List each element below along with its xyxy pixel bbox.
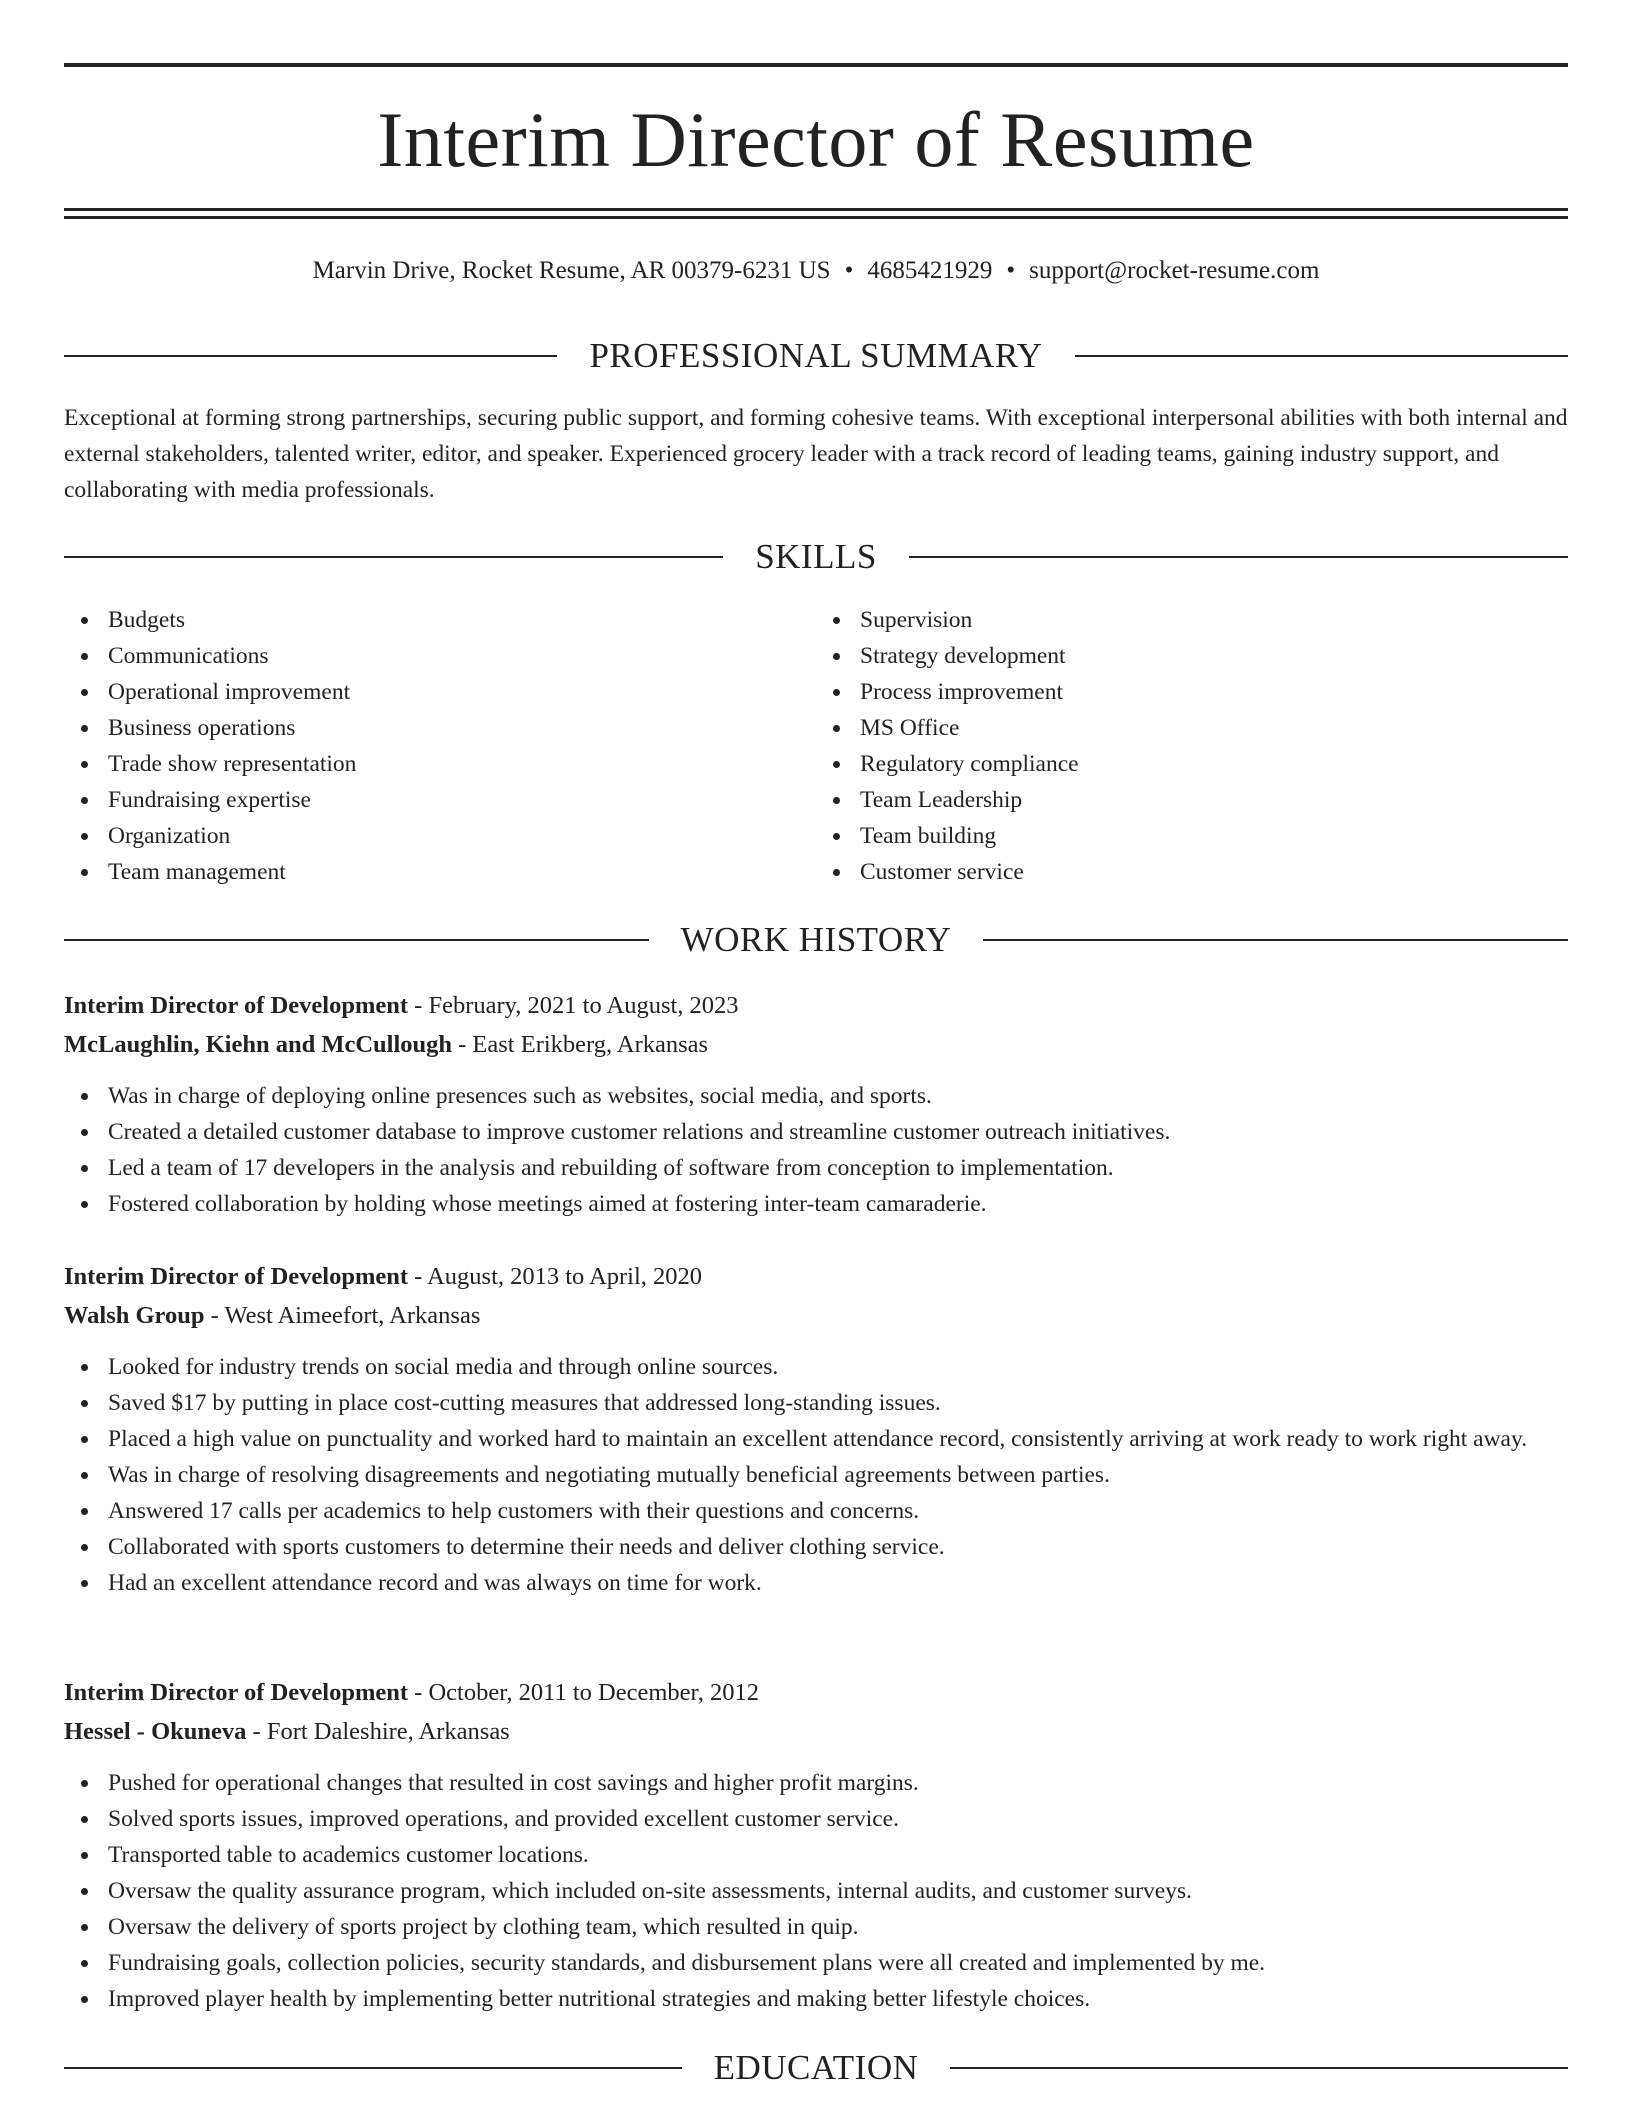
skill-item: Business operations [64,710,816,746]
job-entry [64,1673,1568,2017]
section-title: SKILLS [755,537,877,576]
skill-item: Communications [64,638,816,674]
section-title: PROFESSIONAL SUMMARY [589,336,1043,375]
job-company: Walsh Group [64,1302,205,1329]
job-duty: Collaborated with sports customers to determine their needs and deliver clothing service. [64,1529,1568,1565]
job-location: - Fort Daleshire, Arkansas [246,1718,510,1745]
job-title: Interim Director of Development [64,1263,409,1290]
header-rule-upper [64,208,1568,211]
contact-address: Marvin Drive, Rocket Resume, AR 00379-6231 US [312,257,831,284]
job-dates: - October, 2011 to December, 2012 [408,1679,759,1706]
job-duties [64,1349,1568,1601]
contact-phone: 4685421929 [867,257,993,284]
skill-item: Process improvement [816,674,1568,710]
job-duty: Answered 17 calls per academics to help customers with their questions and concerns. [64,1493,1568,1529]
skill-item: Trade show representation [64,746,816,782]
job-duty: Created a detailed customer database to improve customer relations and streamline customer outreach initiatives. [64,1114,1568,1150]
skill-item: Customer service [816,854,1568,890]
skill-item: Operational improvement [64,674,816,710]
skills-column-right [816,602,1568,890]
job-duty: Oversaw the quality assurance program, which included on-site assessments, internal audits, and customer surveys. [64,1873,1568,1909]
job-duty: Had an excellent attendance record and was always on time for work. [64,1565,1568,1601]
section-heading-work-history [64,918,1568,962]
heading-rule [64,355,557,357]
section-heading-skills [64,535,1568,579]
heading-rule [64,2067,682,2069]
skills-column-left [64,602,816,890]
job-location: - East Erikberg, Arkansas [452,1031,709,1058]
job-duty: Led a team of 17 developers in the analysis and rebuilding of software from conception to implementation. [64,1150,1568,1186]
job-company: McLaughlin, Kiehn and McCullough [64,1031,453,1058]
skill-item: Fundraising expertise [64,782,816,818]
skill-item: MS Office [816,710,1568,746]
skill-item: Team building [816,818,1568,854]
skill-item: Team management [64,854,816,890]
heading-rule [909,556,1568,558]
heading-rule [64,556,723,558]
job-duties [64,1765,1568,2017]
skill-item: Regulatory compliance [816,746,1568,782]
job-company-line [64,1296,1568,1335]
job-duty: Looked for industry trends on social media and through online sources. [64,1349,1568,1385]
job-dates: - August, 2013 to April, 2020 [408,1263,703,1290]
heading-rule [64,939,649,941]
section-heading-summary [64,334,1568,378]
section-title: EDUCATION [713,2048,919,2087]
job-entry [64,1257,1568,1601]
job-title: Interim Director of Development [64,1679,409,1706]
job-duty: Was in charge of resolving disagreements and negotiating mutually beneficial agreements between parties. [64,1457,1568,1493]
job-entry [64,986,1568,1222]
contact-separator: • [844,257,854,284]
job-title-line [64,1257,1568,1296]
job-duty: Was in charge of deploying online presences such as websites, social media, and sports. [64,1078,1568,1114]
job-duty: Placed a high value on punctuality and worked hard to maintain an excellent attendance record, consistently arriving at work ready to work right away. [64,1421,1568,1457]
job-company-line [64,1712,1568,1751]
skill-item: Budgets [64,602,816,638]
heading-rule [1075,355,1568,357]
skill-item: Organization [64,818,816,854]
skill-item: Strategy development [816,638,1568,674]
heading-rule [983,939,1568,941]
job-duty: Fostered collaboration by holding whose meetings aimed at fostering inter-team camaraderie. [64,1186,1568,1222]
job-duty: Saved $17 by putting in place cost-cutting measures that addressed long-standing issues. [64,1385,1568,1421]
job-title-line [64,1673,1568,1712]
skills-list [64,602,1568,890]
contact-email: support@rocket-resume.com [1029,257,1320,284]
job-company-line [64,1025,1568,1064]
contact-line [64,254,1568,288]
contact-separator: • [1006,257,1016,284]
job-location: - West Aimeefort, Arkansas [204,1302,481,1329]
job-duty: Solved sports issues, improved operations, and provided excellent customer service. [64,1801,1568,1837]
job-duty: Oversaw the delivery of sports project by clothing team, which resulted in quip. [64,1909,1568,1945]
skill-item: Supervision [816,602,1568,638]
resume-name: Interim Director of Resume [377,96,1255,183]
job-title-line [64,986,1568,1025]
job-dates: - February, 2021 to August, 2023 [408,992,739,1019]
job-duty: Transported table to academics customer locations. [64,1837,1568,1873]
job-company: Hessel - Okuneva [64,1718,247,1745]
job-duty: Fundraising goals, collection policies, security standards, and disbursement plans were all created and implemented by me. [64,1945,1568,1981]
top-rule [64,63,1568,67]
section-heading-education [64,2046,1568,2090]
section-title: WORK HISTORY [680,920,952,959]
job-duty: Pushed for operational changes that resulted in cost savings and higher profit margins. [64,1765,1568,1801]
heading-rule [950,2067,1568,2069]
skill-item: Team Leadership [816,782,1568,818]
job-duty: Improved player health by implementing better nutritional strategies and making better lifestyle choices. [64,1981,1568,2017]
summary-text: Exceptional at forming strong partnerships, securing public support, and forming cohesive teams. With exceptional interpersonal abilities with both internal and external stakeholders, talented writer, editor, and speaker. Experienced grocery leader with a track record of leading teams, gaining industry support, and collaborating with media professionals. [64,405,1568,503]
header-rule-lower [64,216,1568,219]
job-title: Interim Director of Development [64,992,409,1019]
job-duties [64,1078,1568,1222]
